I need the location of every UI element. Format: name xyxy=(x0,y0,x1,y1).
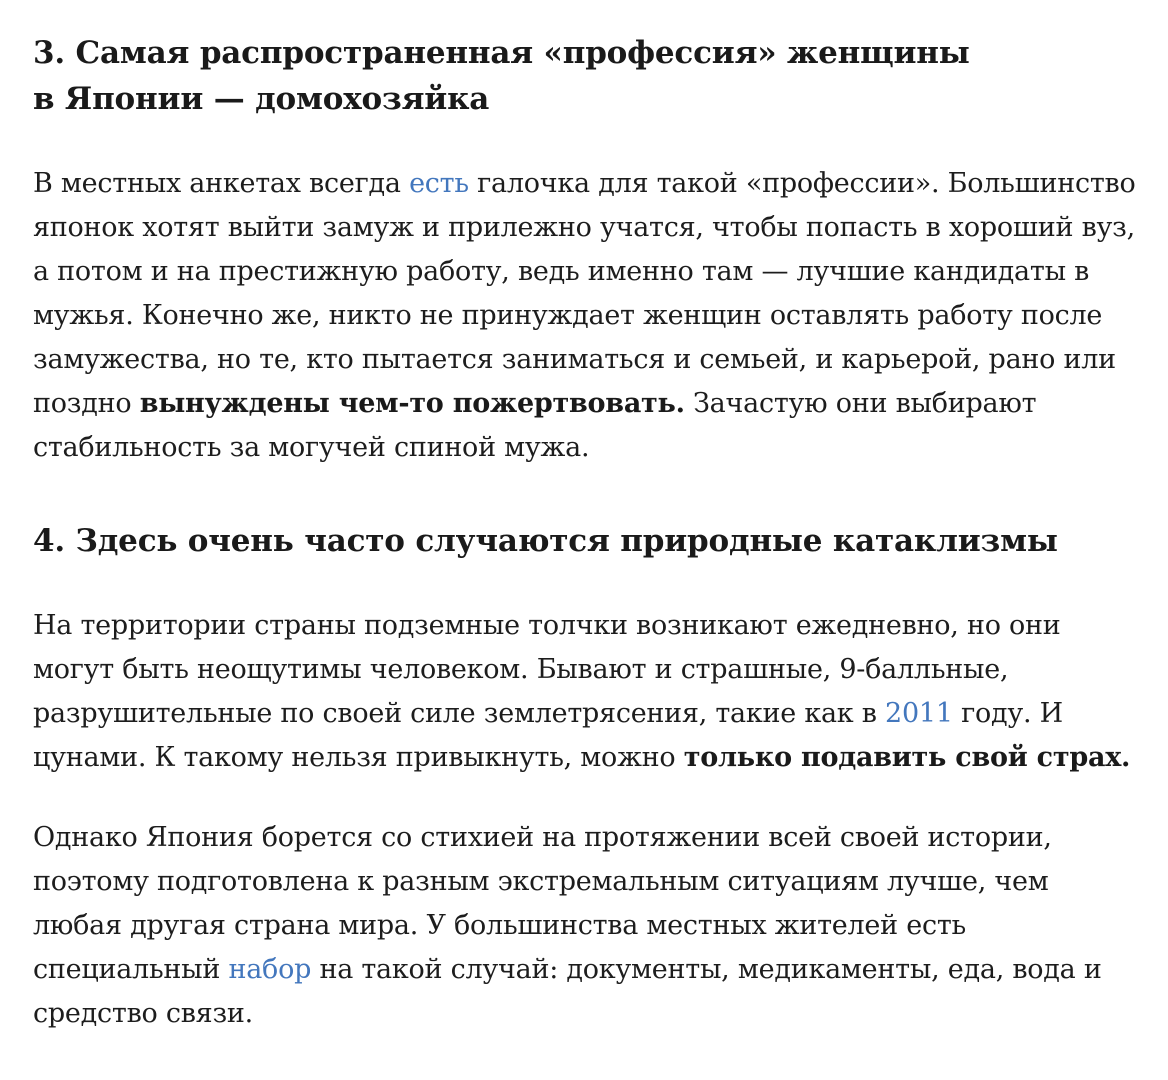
paragraph-text: На территории страны подземные толчки возникают ежедневно, но они могут быть неощутимы человеком. Бывают и страшные, 9-балльные, разрушительные по своей силе землетрясения, такие как в xyxy=(33,610,1061,729)
paragraph xyxy=(33,816,1138,1036)
article-section-2 xyxy=(33,518,1138,1036)
inline-link[interactable]: есть xyxy=(409,168,469,199)
paragraph-text: на такой случай: документы, медикаменты, еда, вода и средство связи. xyxy=(33,954,1102,1029)
paragraph xyxy=(33,162,1138,470)
inline-link[interactable]: набор xyxy=(228,954,312,985)
article-section-1 xyxy=(33,30,1138,470)
paragraph-text: В местных анкетах всегда xyxy=(33,168,410,199)
paragraph-text: Зачастую они выбирают стабильность за могучей спиной мужа. xyxy=(33,388,1037,463)
bold-text: вынуждены чем-то пожертвовать. xyxy=(139,388,685,419)
paragraph xyxy=(33,604,1138,780)
paragraph-text: галочка для такой «профессии». Большинство японок хотят выйти замуж и прилежно учатся, чтобы попасть в хороший вуз, а потом и на престижную работу, ведь именно там — лучшие кандидаты в мужья. Конечно же, никто не принуждает женщин оставлять работу после замужества, но те, кто пытается заниматься и семьей, и карьерой, рано или поздно xyxy=(33,168,1136,419)
bold-text: только подавить свой страх. xyxy=(683,742,1131,773)
section-heading: 3. Самая распространенная «профессия» женщины в Японии — домохозяйка xyxy=(33,35,970,117)
section-heading: 4. Здесь очень часто случаются природные катаклизмы xyxy=(33,523,1058,559)
inline-link[interactable]: 2011 xyxy=(885,698,953,729)
paragraph-text: Однако Япония борется со стихией на протяжении всей своей истории, поэтому подготовлена к разным экстремальным ситуациям лучше, чем любая другая страна мира. У большинства местных жителей есть специальный xyxy=(33,822,1052,985)
paragraph-text: году. И цунами. К такому нельзя привыкнуть, можно xyxy=(33,698,1063,773)
